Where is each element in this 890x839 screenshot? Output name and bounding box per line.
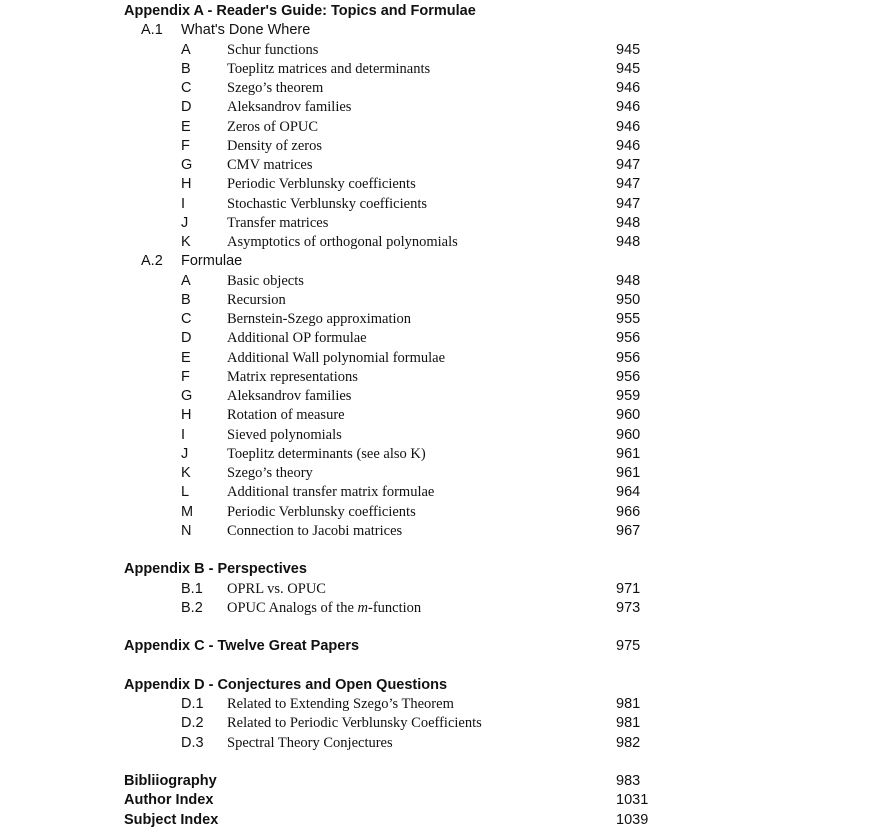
appendix-d-heading[interactable] — [0, 676, 890, 695]
entry-number: D.1 — [181, 696, 204, 712]
page-number: 961 — [616, 445, 641, 462]
toc-entry[interactable] — [0, 426, 890, 445]
entry-title: Transfer matrices — [227, 214, 329, 231]
toc-entry[interactable] — [0, 522, 890, 541]
entry-title: Szego’s theory — [227, 465, 313, 481]
entry-title-post: -function — [367, 599, 422, 616]
toc-entry[interactable] — [0, 118, 890, 137]
entry-letter: B — [181, 291, 191, 308]
entry-title: Bernstein-Szego approximation — [227, 311, 412, 327]
toc-entry[interactable] — [0, 98, 890, 117]
page-number: 981 — [616, 715, 641, 732]
toc-entry[interactable] — [0, 41, 890, 60]
section-number: A.1 — [141, 22, 163, 39]
entry-title: Toeplitz matrices and determinants — [227, 60, 431, 77]
entry-title: Schur functions — [227, 41, 319, 58]
page-number: 956 — [616, 368, 641, 385]
toc-entry[interactable] — [0, 734, 890, 753]
entry-letter: A — [181, 41, 191, 58]
entry-letter: N — [181, 522, 192, 539]
entry-title: Aleksandrov families — [227, 388, 352, 404]
bibliography-heading[interactable] — [0, 772, 890, 791]
toc-entry[interactable] — [0, 695, 890, 714]
toc-entry[interactable] — [0, 329, 890, 348]
entry-title: Matrix representations — [227, 368, 358, 385]
page-number: 959 — [616, 388, 641, 404]
entry-letter: H — [181, 176, 192, 193]
entry-title: Spectral Theory Conjectures — [227, 734, 393, 751]
entry-title: Stochastic Verblunsky coefficients — [227, 195, 428, 212]
page-number: 975 — [616, 638, 641, 655]
page-number: 966 — [616, 503, 641, 520]
entry-letter: I — [181, 426, 186, 443]
section-a2-heading[interactable] — [0, 252, 890, 271]
entry-letter: B — [181, 60, 191, 77]
entry-title: Additional Wall polynomial formulae — [227, 349, 446, 366]
entry-title: Additional transfer matrix formulae — [227, 484, 435, 501]
appendix-title: Appendix C - Twelve Great Papers — [124, 638, 360, 655]
entry-letter: C — [181, 80, 192, 96]
appendix-title: Appendix B - Perspectives — [124, 561, 307, 578]
toc-entry[interactable] — [0, 156, 890, 175]
entry-number: B.1 — [181, 580, 203, 597]
entry-letter: E — [181, 118, 191, 135]
entry-letter: C — [181, 311, 192, 327]
page-number: 1031 — [616, 792, 649, 809]
page-number: 955 — [616, 311, 641, 327]
entry-title-italic: m — [357, 599, 368, 616]
toc-entry[interactable] — [0, 291, 890, 310]
page-number: 946 — [616, 80, 641, 96]
page-number: 983 — [616, 773, 641, 789]
page-number: 950 — [616, 291, 641, 308]
backmatter-title: Author Index — [124, 792, 214, 809]
entry-letter: D — [181, 330, 192, 347]
toc-entry[interactable] — [0, 580, 890, 599]
section-number: A.2 — [141, 253, 163, 270]
entry-title: Basic objects — [227, 272, 304, 289]
toc-entry[interactable] — [0, 714, 890, 733]
section-title: What's Done Where — [181, 22, 311, 39]
toc-entry[interactable] — [0, 599, 890, 618]
page-number: 973 — [616, 599, 641, 616]
page-number: 946 — [616, 99, 641, 116]
author-index-heading[interactable] — [0, 791, 890, 810]
entry-number: B.2 — [181, 599, 203, 616]
entry-title-pre: OPUC Analogs of the — [227, 599, 358, 616]
toc-entry[interactable] — [0, 195, 890, 214]
entry-title: Related to Extending Szego’s Theorem — [227, 696, 454, 712]
section-title: Formulae — [181, 253, 243, 270]
appendix-title: Appendix A - Reader's Guide: Topics and Formulae — [124, 3, 476, 19]
entry-number: D.3 — [181, 734, 204, 751]
page-number: 961 — [616, 465, 641, 481]
entry-title: Connection to Jacobi matrices — [227, 522, 403, 539]
page-number: 947 — [616, 176, 641, 193]
page-number: 967 — [616, 522, 641, 539]
toc-entry[interactable] — [0, 214, 890, 233]
entry-letter: G — [181, 388, 193, 404]
entry-letter: G — [181, 157, 193, 173]
page-number: 1039 — [616, 811, 649, 828]
toc-entry[interactable] — [0, 349, 890, 368]
entry-title: CMV matrices — [227, 157, 313, 173]
entry-title: Szego’s theorem — [227, 80, 324, 96]
entry-title: Additional OP formulae — [227, 330, 367, 347]
page-number: 947 — [616, 195, 641, 212]
subject-index-heading[interactable] — [0, 811, 890, 830]
toc-entry[interactable] — [0, 503, 890, 522]
entry-title — [227, 599, 421, 618]
entry-title: Zeros of OPUC — [227, 118, 319, 135]
entry-letter: F — [181, 368, 190, 385]
toc-entry[interactable] — [0, 406, 890, 425]
entry-title: Rotation of measure — [227, 407, 345, 424]
entry-title: Related to Periodic Verblunsky Coefficients — [227, 715, 482, 732]
entry-title: Toeplitz determinants (see also K) — [227, 445, 426, 462]
page-number: 948 — [616, 272, 641, 289]
entry-title: Recursion — [227, 291, 286, 308]
entry-letter: K — [181, 234, 191, 250]
toc-entry[interactable] — [0, 175, 890, 194]
page-number: 956 — [616, 330, 641, 347]
appendix-b-heading[interactable] — [0, 560, 890, 579]
entry-letter: K — [181, 465, 191, 481]
entry-letter: E — [181, 349, 191, 366]
entry-letter: D — [181, 99, 192, 116]
page-number: 982 — [616, 734, 641, 751]
backmatter-title: Subject Index — [124, 811, 219, 828]
toc-entry[interactable] — [0, 464, 890, 483]
page-number: 971 — [616, 580, 641, 597]
page-number: 948 — [616, 234, 641, 250]
page-number: 960 — [616, 407, 641, 424]
entry-letter: H — [181, 407, 192, 424]
entry-title: Density of zeros — [227, 137, 323, 154]
page-number: 946 — [616, 118, 641, 135]
entry-title: Asymptotics of orthogonal polynomials — [227, 234, 458, 250]
appendix-title: Appendix D - Conjectures and Open Questions — [124, 676, 448, 693]
entry-letter: L — [181, 484, 190, 501]
spacer — [0, 753, 890, 772]
entry-title: Periodic Verblunsky coefficients — [227, 503, 416, 520]
entry-letter: J — [181, 445, 189, 462]
spacer — [0, 541, 890, 560]
entry-letter: M — [181, 503, 194, 520]
page-number: 956 — [616, 349, 641, 366]
page-number: 945 — [616, 60, 641, 77]
entry-title: Aleksandrov families — [227, 99, 352, 116]
page-number: 981 — [616, 696, 641, 712]
toc-entry[interactable] — [0, 60, 890, 79]
table-of-contents — [0, 2, 890, 830]
page-number: 947 — [616, 157, 641, 173]
entry-title: Sieved polynomials — [227, 426, 342, 443]
entry-number: D.2 — [181, 715, 204, 732]
page-number: 945 — [616, 41, 641, 58]
spacer — [0, 657, 890, 676]
page-number: 948 — [616, 214, 641, 231]
page-number: 964 — [616, 484, 641, 501]
entry-title: Periodic Verblunsky coefficients — [227, 176, 416, 193]
spacer — [0, 618, 890, 637]
toc-entry[interactable] — [0, 310, 890, 329]
toc-entry[interactable] — [0, 272, 890, 291]
entry-letter: A — [181, 272, 191, 289]
page-number: 960 — [616, 426, 641, 443]
entry-letter: I — [181, 195, 186, 212]
section-a1-heading[interactable] — [0, 21, 890, 40]
toc-entry[interactable] — [0, 79, 890, 98]
toc-entry[interactable] — [0, 445, 890, 464]
appendix-c-heading[interactable] — [0, 637, 890, 656]
entry-letter: J — [181, 214, 189, 231]
toc-entry[interactable] — [0, 368, 890, 387]
entry-letter: F — [181, 137, 190, 154]
toc-entry[interactable] — [0, 387, 890, 406]
appendix-a-heading[interactable] — [0, 2, 890, 21]
page-number: 946 — [616, 137, 641, 154]
toc-entry[interactable] — [0, 137, 890, 156]
backmatter-title: Bibliiography — [124, 773, 217, 789]
toc-entry[interactable] — [0, 233, 890, 252]
toc-entry[interactable] — [0, 483, 890, 502]
entry-title: OPRL vs. OPUC — [227, 580, 326, 597]
